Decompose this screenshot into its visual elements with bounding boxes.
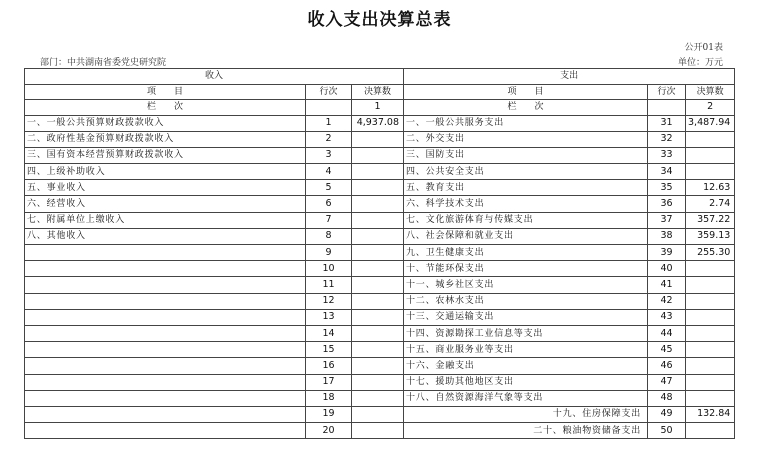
expense-line-number: 37 xyxy=(648,212,686,228)
income-item-label xyxy=(25,293,306,309)
income-amount xyxy=(352,325,404,341)
expense-section-header: 支出 xyxy=(404,69,735,85)
expense-item-label: 七、文化旅游体育与传媒支出 xyxy=(404,212,648,228)
table-row xyxy=(25,374,735,390)
income-line-number: 5 xyxy=(306,180,352,196)
table-row xyxy=(25,406,735,422)
expense-column-label: 栏 次 xyxy=(404,100,648,116)
expense-amount xyxy=(686,358,735,374)
expense-item-label: 四、公共安全支出 xyxy=(404,164,648,180)
income-amount xyxy=(352,245,404,261)
income-item-label xyxy=(25,390,306,406)
income-item-label: 三、国有资本经营预算财政拨款收入 xyxy=(25,147,306,163)
income-line-number: 10 xyxy=(306,261,352,277)
expense-amount: 357.22 xyxy=(686,212,735,228)
income-amount xyxy=(352,196,404,212)
income-item-label xyxy=(25,309,306,325)
income-line-header: 行次 xyxy=(306,84,352,100)
income-amount xyxy=(352,131,404,147)
income-amount-header: 决算数 xyxy=(352,84,404,100)
form-number: 公开01表 xyxy=(684,43,723,53)
income-item-header: 项 目 xyxy=(25,84,306,100)
expense-line-number: 50 xyxy=(648,423,686,439)
table-row xyxy=(25,390,735,406)
expense-amount xyxy=(686,325,735,341)
expense-item-label: 十三、交通运输支出 xyxy=(404,309,648,325)
expense-amount xyxy=(686,423,735,439)
income-item-label: 一、一般公共预算财政拨款收入 xyxy=(25,115,306,131)
expense-line-number: 38 xyxy=(648,228,686,244)
income-item-label xyxy=(25,374,306,390)
expense-item-label: 三、国防支出 xyxy=(404,147,648,163)
income-line-number: 6 xyxy=(306,196,352,212)
income-line-number: 13 xyxy=(306,309,352,325)
expense-amount xyxy=(686,131,735,147)
expense-item-label: 十二、农林水支出 xyxy=(404,293,648,309)
income-item-label: 二、政府性基金预算财政拨款收入 xyxy=(25,131,306,147)
income-amount xyxy=(352,277,404,293)
table-row xyxy=(25,423,735,439)
expense-item-label: 十一、城乡社区支出 xyxy=(404,277,648,293)
expense-line-number: 48 xyxy=(648,390,686,406)
income-line-number: 4 xyxy=(306,164,352,180)
income-line-number: 18 xyxy=(306,390,352,406)
expense-item-label: 十六、金融支出 xyxy=(404,358,648,374)
income-line-number: 11 xyxy=(306,277,352,293)
expense-amount xyxy=(686,277,735,293)
expense-item-label: 九、卫生健康支出 xyxy=(404,245,648,261)
expense-item-label: 十、节能环保支出 xyxy=(404,261,648,277)
income-line-number: 2 xyxy=(306,131,352,147)
income-amount xyxy=(352,342,404,358)
income-line-number: 15 xyxy=(306,342,352,358)
expense-amount-header: 决算数 xyxy=(686,84,735,100)
table-row xyxy=(25,261,735,277)
income-item-label xyxy=(25,245,306,261)
expense-item-label: 十八、自然资源海洋气象等支出 xyxy=(404,390,648,406)
income-line-number: 16 xyxy=(306,358,352,374)
expense-item-label: 八、社会保障和就业支出 xyxy=(404,228,648,244)
income-item-label xyxy=(25,423,306,439)
expense-amount xyxy=(686,390,735,406)
expense-line-number: 33 xyxy=(648,147,686,163)
expense-item-label: 二、外交支出 xyxy=(404,131,648,147)
income-section-header: 收入 xyxy=(25,69,404,85)
income-item-label xyxy=(25,277,306,293)
table-row xyxy=(25,228,735,244)
expense-amount xyxy=(686,147,735,163)
expense-line-number: 41 xyxy=(648,277,686,293)
income-line-number: 1 xyxy=(306,115,352,131)
income-item-label xyxy=(25,342,306,358)
expense-line-number: 31 xyxy=(648,115,686,131)
income-item-label: 七、附属单位上缴收入 xyxy=(25,212,306,228)
expense-amount: 12.63 xyxy=(686,180,735,196)
income-item-label: 八、其他收入 xyxy=(25,228,306,244)
income-line-number: 3 xyxy=(306,147,352,163)
unit-label: 单位：万元 xyxy=(677,58,723,68)
income-item-label xyxy=(25,261,306,277)
income-item-label xyxy=(25,358,306,374)
expense-line-number: 47 xyxy=(648,374,686,390)
table-row xyxy=(25,309,735,325)
table-row xyxy=(25,164,735,180)
income-line-number: 7 xyxy=(306,212,352,228)
expense-item-header: 项 目 xyxy=(404,84,648,100)
income-amount xyxy=(352,374,404,390)
income-amount xyxy=(352,406,404,422)
income-amount xyxy=(352,423,404,439)
income-column-number: 1 xyxy=(352,100,404,116)
income-expense-table xyxy=(24,68,735,439)
expense-line-number: 40 xyxy=(648,261,686,277)
expense-line-header: 行次 xyxy=(648,84,686,100)
expense-amount xyxy=(686,309,735,325)
expense-amount xyxy=(686,374,735,390)
expense-amount xyxy=(686,164,735,180)
expense-amount: 3,487.94 xyxy=(686,115,735,131)
expense-amount xyxy=(686,342,735,358)
expense-amount: 255.30 xyxy=(686,245,735,261)
income-amount xyxy=(352,228,404,244)
expense-item-label: 十七、援助其他地区支出 xyxy=(404,374,648,390)
income-line-number: 19 xyxy=(306,406,352,422)
income-amount xyxy=(352,147,404,163)
income-amount xyxy=(352,261,404,277)
expense-item-label: 十五、商业服务业等支出 xyxy=(404,342,648,358)
table-row xyxy=(25,245,735,261)
expense-amount: 132.84 xyxy=(686,406,735,422)
income-line-number: 17 xyxy=(306,374,352,390)
income-line-number: 12 xyxy=(306,293,352,309)
expense-item-label: 六、科学技术支出 xyxy=(404,196,648,212)
income-column-blank xyxy=(306,100,352,116)
expense-column-blank xyxy=(648,100,686,116)
expense-amount: 2.74 xyxy=(686,196,735,212)
income-item-label xyxy=(25,325,306,341)
income-line-number: 20 xyxy=(306,423,352,439)
expense-line-number: 32 xyxy=(648,131,686,147)
expense-line-number: 36 xyxy=(648,196,686,212)
income-item-label: 六、经营收入 xyxy=(25,196,306,212)
expense-line-number: 44 xyxy=(648,325,686,341)
income-line-number: 14 xyxy=(306,325,352,341)
expense-line-number: 49 xyxy=(648,406,686,422)
table-row xyxy=(25,196,735,212)
expense-item-label: 一、一般公共服务支出 xyxy=(404,115,648,131)
income-amount xyxy=(352,309,404,325)
income-item-label: 五、事业收入 xyxy=(25,180,306,196)
income-amount xyxy=(352,180,404,196)
expense-line-number: 43 xyxy=(648,309,686,325)
expense-column-number: 2 xyxy=(686,100,735,116)
income-amount: 4,937.08 xyxy=(352,115,404,131)
income-line-number: 8 xyxy=(306,228,352,244)
income-amount xyxy=(352,164,404,180)
income-line-number: 9 xyxy=(306,245,352,261)
expense-item-label: 十九、住房保障支出 xyxy=(404,406,648,422)
expense-line-number: 34 xyxy=(648,164,686,180)
expense-line-number: 46 xyxy=(648,358,686,374)
income-column-label: 栏 次 xyxy=(25,100,306,116)
income-amount xyxy=(352,358,404,374)
table-row xyxy=(25,293,735,309)
table-row xyxy=(25,358,735,374)
income-amount xyxy=(352,293,404,309)
table-row xyxy=(25,180,735,196)
expense-line-number: 39 xyxy=(648,245,686,261)
expense-line-number: 35 xyxy=(648,180,686,196)
table-row xyxy=(25,147,735,163)
expense-amount xyxy=(686,261,735,277)
expense-amount: 359.13 xyxy=(686,228,735,244)
table-row xyxy=(25,131,735,147)
expense-item-label: 十四、资源勘探工业信息等支出 xyxy=(404,325,648,341)
table-row xyxy=(25,212,735,228)
department-label: 部门：中共湖南省委党史研究院 xyxy=(40,58,167,68)
expense-item-label: 五、教育支出 xyxy=(404,180,648,196)
expense-line-number: 42 xyxy=(648,293,686,309)
page-title: 收入支出决算总表 xyxy=(307,10,452,30)
table-row xyxy=(25,325,735,341)
income-item-label xyxy=(25,406,306,422)
table-row xyxy=(25,342,735,358)
table-row xyxy=(25,277,735,293)
table-row xyxy=(25,115,735,131)
expense-line-number: 45 xyxy=(648,342,686,358)
income-amount xyxy=(352,212,404,228)
expense-item-label: 二十、粮油物资储备支出 xyxy=(404,423,648,439)
income-item-label: 四、上级补助收入 xyxy=(25,164,306,180)
income-amount xyxy=(352,390,404,406)
expense-amount xyxy=(686,293,735,309)
